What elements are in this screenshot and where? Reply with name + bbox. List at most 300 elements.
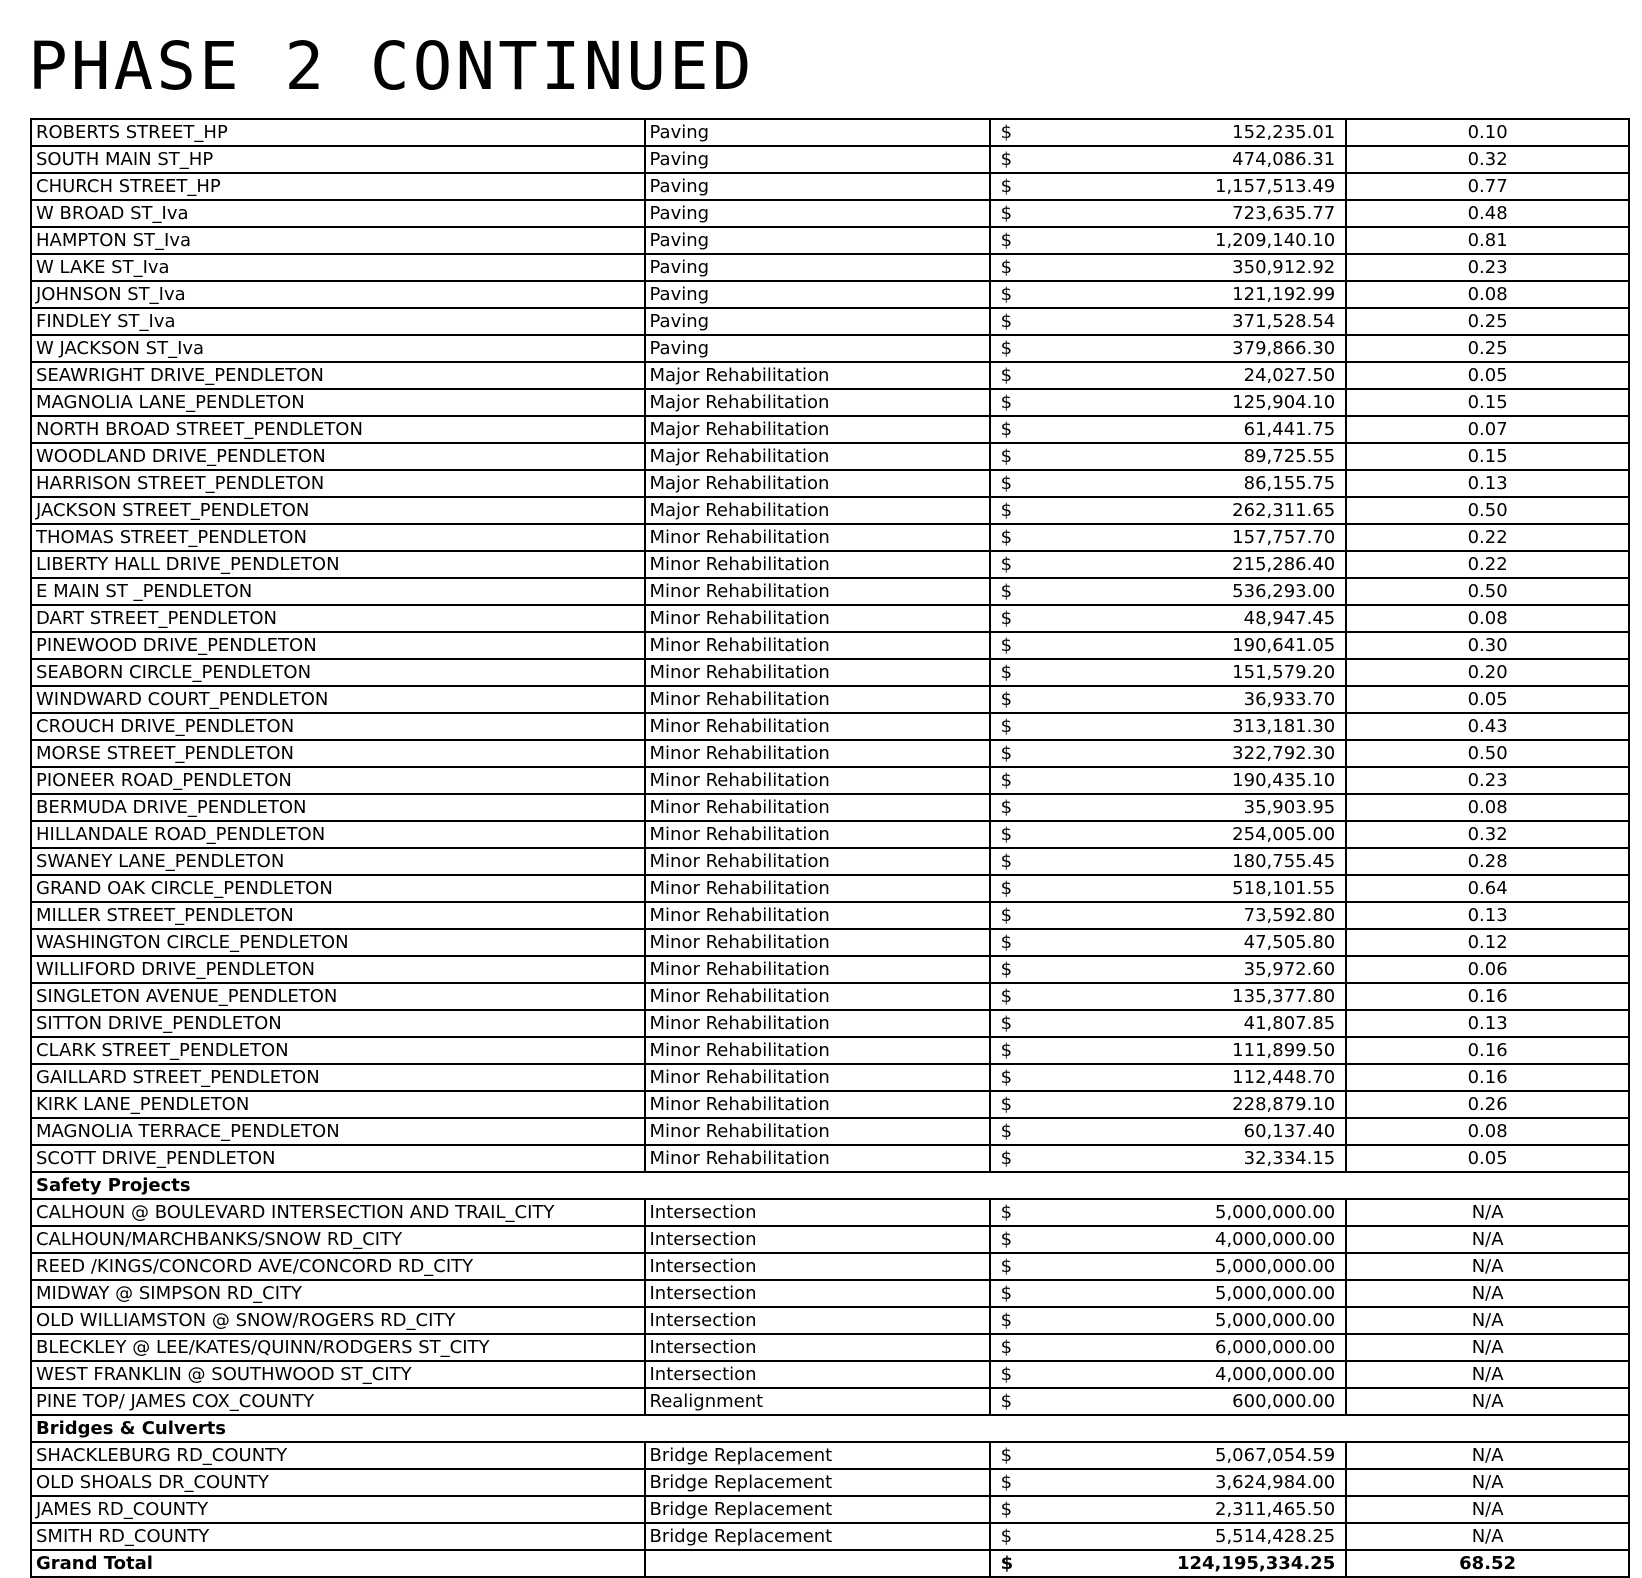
project-name-cell: FINDLEY ST_Iva bbox=[31, 308, 645, 335]
work-type-cell: Intersection bbox=[645, 1334, 990, 1361]
work-type-cell: Intersection bbox=[645, 1253, 990, 1280]
table-row bbox=[31, 848, 1629, 875]
work-type-cell: Minor Rehabilitation bbox=[645, 578, 990, 605]
table-row bbox=[31, 119, 1629, 146]
value-cell: 0.20 bbox=[1346, 659, 1629, 686]
work-type-cell: Minor Rehabilitation bbox=[645, 794, 990, 821]
value-cell: 0.07 bbox=[1346, 416, 1629, 443]
amount-cell: 5,067,054.59 bbox=[1017, 1442, 1346, 1469]
project-name-cell: JACKSON STREET_PENDLETON bbox=[31, 497, 645, 524]
currency-cell: $ bbox=[990, 254, 1018, 281]
table-row bbox=[31, 821, 1629, 848]
work-type-cell: Minor Rehabilitation bbox=[645, 551, 990, 578]
currency-cell: $ bbox=[990, 281, 1018, 308]
project-name-cell: MILLER STREET_PENDLETON bbox=[31, 902, 645, 929]
currency-cell: $ bbox=[990, 443, 1018, 470]
amount-cell: 723,635.77 bbox=[1017, 200, 1346, 227]
project-name-cell: NORTH BROAD STREET_PENDLETON bbox=[31, 416, 645, 443]
work-type-cell: Bridge Replacement bbox=[645, 1523, 990, 1550]
currency-cell: $ bbox=[990, 1280, 1018, 1307]
work-type-cell: Paving bbox=[645, 119, 990, 146]
work-type-cell: Paving bbox=[645, 335, 990, 362]
amount-cell: 60,137.40 bbox=[1017, 1118, 1346, 1145]
currency-cell: $ bbox=[990, 200, 1018, 227]
value-cell: 0.13 bbox=[1346, 902, 1629, 929]
table-row bbox=[31, 929, 1629, 956]
table-row bbox=[31, 1118, 1629, 1145]
table-row bbox=[31, 308, 1629, 335]
project-name-cell: SMITH RD_COUNTY bbox=[31, 1523, 645, 1550]
table-row bbox=[31, 902, 1629, 929]
project-table bbox=[30, 118, 1630, 1578]
work-type-cell: Minor Rehabilitation bbox=[645, 740, 990, 767]
value-cell: 0.43 bbox=[1346, 713, 1629, 740]
project-name-cell: WINDWARD COURT_PENDLETON bbox=[31, 686, 645, 713]
amount-cell: 6,000,000.00 bbox=[1017, 1334, 1346, 1361]
amount-cell: 151,579.20 bbox=[1017, 659, 1346, 686]
table-row bbox=[31, 146, 1629, 173]
value-cell: 0.16 bbox=[1346, 1064, 1629, 1091]
currency-cell: $ bbox=[990, 227, 1018, 254]
project-name-cell: CALHOUN @ BOULEVARD INTERSECTION AND TRAIL_CITY bbox=[31, 1199, 645, 1226]
project-name-cell: E MAIN ST _PENDLETON bbox=[31, 578, 645, 605]
value-cell: 0.23 bbox=[1346, 767, 1629, 794]
currency-cell: $ bbox=[990, 686, 1018, 713]
table-row bbox=[31, 767, 1629, 794]
work-type-cell: Minor Rehabilitation bbox=[645, 929, 990, 956]
table-row bbox=[31, 362, 1629, 389]
work-type-cell: Realignment bbox=[645, 1388, 990, 1415]
amount-cell: 61,441.75 bbox=[1017, 416, 1346, 443]
value-cell: 0.25 bbox=[1346, 308, 1629, 335]
grand-total-row bbox=[31, 1550, 1629, 1577]
project-name-cell: W JACKSON ST_Iva bbox=[31, 335, 645, 362]
table-row bbox=[31, 389, 1629, 416]
amount-cell: 180,755.45 bbox=[1017, 848, 1346, 875]
table-row bbox=[31, 551, 1629, 578]
currency-cell: $ bbox=[990, 1091, 1018, 1118]
value-cell: 0.06 bbox=[1346, 956, 1629, 983]
project-name-cell: SINGLETON AVENUE_PENDLETON bbox=[31, 983, 645, 1010]
value-cell: N/A bbox=[1346, 1388, 1629, 1415]
table-row bbox=[31, 1388, 1629, 1415]
table-row bbox=[31, 1496, 1629, 1523]
currency-cell: $ bbox=[990, 1469, 1018, 1496]
project-name-cell: KIRK LANE_PENDLETON bbox=[31, 1091, 645, 1118]
currency-cell: $ bbox=[990, 1145, 1018, 1172]
project-name-cell: SHACKLEBURG RD_COUNTY bbox=[31, 1442, 645, 1469]
amount-cell: 4,000,000.00 bbox=[1017, 1226, 1346, 1253]
work-type-cell: Bridge Replacement bbox=[645, 1469, 990, 1496]
currency-cell: $ bbox=[990, 1226, 1018, 1253]
project-name-cell: BLECKLEY @ LEE/KATES/QUINN/RODGERS ST_CITY bbox=[31, 1334, 645, 1361]
table-row bbox=[31, 632, 1629, 659]
work-type-cell: Minor Rehabilitation bbox=[645, 821, 990, 848]
amount-cell: 371,528.54 bbox=[1017, 308, 1346, 335]
table-row bbox=[31, 1469, 1629, 1496]
currency-cell: $ bbox=[990, 767, 1018, 794]
project-name-cell: CROUCH DRIVE_PENDLETON bbox=[31, 713, 645, 740]
table-row bbox=[31, 1064, 1629, 1091]
work-type-cell: Minor Rehabilitation bbox=[645, 524, 990, 551]
project-name-cell: CHURCH STREET_HP bbox=[31, 173, 645, 200]
work-type-cell: Major Rehabilitation bbox=[645, 497, 990, 524]
amount-cell: 215,286.40 bbox=[1017, 551, 1346, 578]
work-type-cell: Paving bbox=[645, 281, 990, 308]
table-row bbox=[31, 1091, 1629, 1118]
project-name-cell: W BROAD ST_Iva bbox=[31, 200, 645, 227]
currency-cell: $ bbox=[990, 1361, 1018, 1388]
amount-cell: 124,195,334.25 bbox=[1017, 1550, 1346, 1577]
currency-cell: $ bbox=[990, 1388, 1018, 1415]
value-cell: 0.08 bbox=[1346, 605, 1629, 632]
currency-cell: $ bbox=[990, 173, 1018, 200]
currency-cell: $ bbox=[990, 605, 1018, 632]
amount-cell: 41,807.85 bbox=[1017, 1010, 1346, 1037]
value-cell: N/A bbox=[1346, 1334, 1629, 1361]
amount-cell: 313,181.30 bbox=[1017, 713, 1346, 740]
project-name-cell: WEST FRANKLIN @ SOUTHWOOD ST_CITY bbox=[31, 1361, 645, 1388]
currency-cell: $ bbox=[990, 794, 1018, 821]
table-row bbox=[31, 713, 1629, 740]
currency-cell: $ bbox=[990, 416, 1018, 443]
amount-cell: 5,000,000.00 bbox=[1017, 1253, 1346, 1280]
amount-cell: 135,377.80 bbox=[1017, 983, 1346, 1010]
work-type-cell: Major Rehabilitation bbox=[645, 470, 990, 497]
value-cell: 0.15 bbox=[1346, 443, 1629, 470]
amount-cell: 47,505.80 bbox=[1017, 929, 1346, 956]
amount-cell: 228,879.10 bbox=[1017, 1091, 1346, 1118]
project-name-cell: HAMPTON ST_Iva bbox=[31, 227, 645, 254]
project-name-cell: MIDWAY @ SIMPSON RD_CITY bbox=[31, 1280, 645, 1307]
work-type-cell: Minor Rehabilitation bbox=[645, 902, 990, 929]
value-cell: 0.13 bbox=[1346, 1010, 1629, 1037]
work-type-cell: Minor Rehabilitation bbox=[645, 1037, 990, 1064]
project-name-cell: W LAKE ST_Iva bbox=[31, 254, 645, 281]
amount-cell: 1,157,513.49 bbox=[1017, 173, 1346, 200]
amount-cell: 5,000,000.00 bbox=[1017, 1280, 1346, 1307]
amount-cell: 518,101.55 bbox=[1017, 875, 1346, 902]
amount-cell: 1,209,140.10 bbox=[1017, 227, 1346, 254]
work-type-cell: Major Rehabilitation bbox=[645, 416, 990, 443]
work-type-cell bbox=[645, 1550, 990, 1577]
project-name-cell: REED /KINGS/CONCORD AVE/CONCORD RD_CITY bbox=[31, 1253, 645, 1280]
value-cell: 0.64 bbox=[1346, 875, 1629, 902]
amount-cell: 35,903.95 bbox=[1017, 794, 1346, 821]
currency-cell: $ bbox=[990, 1307, 1018, 1334]
currency-cell: $ bbox=[990, 389, 1018, 416]
currency-cell: $ bbox=[990, 821, 1018, 848]
currency-cell: $ bbox=[990, 713, 1018, 740]
table-row bbox=[31, 416, 1629, 443]
value-cell: 0.05 bbox=[1346, 686, 1629, 713]
work-type-cell: Minor Rehabilitation bbox=[645, 767, 990, 794]
amount-cell: 3,624,984.00 bbox=[1017, 1469, 1346, 1496]
project-name-cell: SEAWRIGHT DRIVE_PENDLETON bbox=[31, 362, 645, 389]
amount-cell: 5,000,000.00 bbox=[1017, 1199, 1346, 1226]
currency-cell: $ bbox=[990, 1010, 1018, 1037]
table-row bbox=[31, 1307, 1629, 1334]
value-cell: 0.28 bbox=[1346, 848, 1629, 875]
amount-cell: 89,725.55 bbox=[1017, 443, 1346, 470]
amount-cell: 125,904.10 bbox=[1017, 389, 1346, 416]
table-row bbox=[31, 497, 1629, 524]
project-name-cell: WILLIFORD DRIVE_PENDLETON bbox=[31, 956, 645, 983]
work-type-cell: Intersection bbox=[645, 1226, 990, 1253]
table-row bbox=[31, 1442, 1629, 1469]
currency-cell: $ bbox=[990, 1253, 1018, 1280]
value-cell: 68.52 bbox=[1346, 1550, 1629, 1577]
value-cell: N/A bbox=[1346, 1226, 1629, 1253]
work-type-cell: Minor Rehabilitation bbox=[645, 1064, 990, 1091]
amount-cell: 350,912.92 bbox=[1017, 254, 1346, 281]
table-row bbox=[31, 1523, 1629, 1550]
section-label: Safety Projects bbox=[31, 1172, 1629, 1199]
value-cell: 0.15 bbox=[1346, 389, 1629, 416]
work-type-cell: Paving bbox=[645, 146, 990, 173]
project-name-cell: SWANEY LANE_PENDLETON bbox=[31, 848, 645, 875]
amount-cell: 254,005.00 bbox=[1017, 821, 1346, 848]
value-cell: 0.13 bbox=[1346, 470, 1629, 497]
project-table-body bbox=[31, 119, 1629, 1577]
currency-cell: $ bbox=[990, 146, 1018, 173]
currency-cell: $ bbox=[990, 659, 1018, 686]
currency-cell: $ bbox=[990, 956, 1018, 983]
table-row bbox=[31, 605, 1629, 632]
table-row bbox=[31, 1037, 1629, 1064]
amount-cell: 474,086.31 bbox=[1017, 146, 1346, 173]
project-name-cell: OLD WILLIAMSTON @ SNOW/ROGERS RD_CITY bbox=[31, 1307, 645, 1334]
table-row bbox=[31, 983, 1629, 1010]
amount-cell: 111,899.50 bbox=[1017, 1037, 1346, 1064]
value-cell: N/A bbox=[1346, 1496, 1629, 1523]
table-row bbox=[31, 200, 1629, 227]
work-type-cell: Paving bbox=[645, 227, 990, 254]
work-type-cell: Paving bbox=[645, 173, 990, 200]
work-type-cell: Paving bbox=[645, 308, 990, 335]
amount-cell: 112,448.70 bbox=[1017, 1064, 1346, 1091]
currency-cell: $ bbox=[990, 335, 1018, 362]
page-title: PHASE 2 CONTINUED bbox=[28, 28, 755, 105]
project-name-cell: DART STREET_PENDLETON bbox=[31, 605, 645, 632]
project-name-cell: JOHNSON ST_Iva bbox=[31, 281, 645, 308]
amount-cell: 152,235.01 bbox=[1017, 119, 1346, 146]
value-cell: N/A bbox=[1346, 1199, 1629, 1226]
value-cell: 0.05 bbox=[1346, 1145, 1629, 1172]
value-cell: 0.50 bbox=[1346, 497, 1629, 524]
value-cell: 0.32 bbox=[1346, 146, 1629, 173]
table-row bbox=[31, 173, 1629, 200]
work-type-cell: Paving bbox=[645, 200, 990, 227]
work-type-cell: Paving bbox=[645, 254, 990, 281]
project-name-cell: LIBERTY HALL DRIVE_PENDLETON bbox=[31, 551, 645, 578]
amount-cell: 24,027.50 bbox=[1017, 362, 1346, 389]
value-cell: 0.30 bbox=[1346, 632, 1629, 659]
amount-cell: 157,757.70 bbox=[1017, 524, 1346, 551]
work-type-cell: Minor Rehabilitation bbox=[645, 632, 990, 659]
project-name-cell: SCOTT DRIVE_PENDLETON bbox=[31, 1145, 645, 1172]
project-name-cell: HILLANDALE ROAD_PENDLETON bbox=[31, 821, 645, 848]
currency-cell: $ bbox=[990, 578, 1018, 605]
currency-cell: $ bbox=[990, 1496, 1018, 1523]
work-type-cell: Intersection bbox=[645, 1199, 990, 1226]
table-row bbox=[31, 254, 1629, 281]
table-row bbox=[31, 335, 1629, 362]
table-row bbox=[31, 794, 1629, 821]
currency-cell: $ bbox=[990, 1199, 1018, 1226]
amount-cell: 48,947.45 bbox=[1017, 605, 1346, 632]
table-row bbox=[31, 1361, 1629, 1388]
amount-cell: 5,000,000.00 bbox=[1017, 1307, 1346, 1334]
currency-cell: $ bbox=[990, 1118, 1018, 1145]
value-cell: 0.50 bbox=[1346, 578, 1629, 605]
value-cell: 0.08 bbox=[1346, 1118, 1629, 1145]
work-type-cell: Intersection bbox=[645, 1280, 990, 1307]
amount-cell: 322,792.30 bbox=[1017, 740, 1346, 767]
amount-cell: 600,000.00 bbox=[1017, 1388, 1346, 1415]
work-type-cell: Minor Rehabilitation bbox=[645, 983, 990, 1010]
currency-cell: $ bbox=[990, 848, 1018, 875]
value-cell: N/A bbox=[1346, 1361, 1629, 1388]
currency-cell: $ bbox=[990, 632, 1018, 659]
value-cell: 0.16 bbox=[1346, 983, 1629, 1010]
project-name-cell: PINE TOP/ JAMES COX_COUNTY bbox=[31, 1388, 645, 1415]
value-cell: 0.12 bbox=[1346, 929, 1629, 956]
value-cell: N/A bbox=[1346, 1442, 1629, 1469]
currency-cell: $ bbox=[990, 1523, 1018, 1550]
value-cell: 0.23 bbox=[1346, 254, 1629, 281]
work-type-cell: Minor Rehabilitation bbox=[645, 605, 990, 632]
work-type-cell: Major Rehabilitation bbox=[645, 389, 990, 416]
project-name-cell: HARRISON STREET_PENDLETON bbox=[31, 470, 645, 497]
value-cell: 0.77 bbox=[1346, 173, 1629, 200]
table-row bbox=[31, 1226, 1629, 1253]
project-name-cell: CLARK STREET_PENDLETON bbox=[31, 1037, 645, 1064]
project-name-cell: SOUTH MAIN ST_HP bbox=[31, 146, 645, 173]
value-cell: 0.48 bbox=[1346, 200, 1629, 227]
currency-cell: $ bbox=[990, 119, 1018, 146]
amount-cell: 35,972.60 bbox=[1017, 956, 1346, 983]
amount-cell: 86,155.75 bbox=[1017, 470, 1346, 497]
project-name-cell: PINEWOOD DRIVE_PENDLETON bbox=[31, 632, 645, 659]
currency-cell: $ bbox=[990, 1442, 1018, 1469]
value-cell: 0.22 bbox=[1346, 551, 1629, 578]
project-name-cell: MAGNOLIA LANE_PENDLETON bbox=[31, 389, 645, 416]
project-name-cell: SITTON DRIVE_PENDLETON bbox=[31, 1010, 645, 1037]
value-cell: N/A bbox=[1346, 1523, 1629, 1550]
work-type-cell: Bridge Replacement bbox=[645, 1496, 990, 1523]
work-type-cell: Major Rehabilitation bbox=[645, 362, 990, 389]
amount-cell: 379,866.30 bbox=[1017, 335, 1346, 362]
currency-cell: $ bbox=[990, 497, 1018, 524]
work-type-cell: Minor Rehabilitation bbox=[645, 1010, 990, 1037]
currency-cell: $ bbox=[990, 929, 1018, 956]
project-name-cell: SEABORN CIRCLE_PENDLETON bbox=[31, 659, 645, 686]
project-name-cell: WOODLAND DRIVE_PENDLETON bbox=[31, 443, 645, 470]
table-row bbox=[31, 1253, 1629, 1280]
value-cell: 0.81 bbox=[1346, 227, 1629, 254]
value-cell: 0.32 bbox=[1346, 821, 1629, 848]
amount-cell: 32,334.15 bbox=[1017, 1145, 1346, 1172]
section-header-row bbox=[31, 1172, 1629, 1199]
value-cell: N/A bbox=[1346, 1253, 1629, 1280]
value-cell: 0.08 bbox=[1346, 794, 1629, 821]
table-row bbox=[31, 470, 1629, 497]
amount-cell: 4,000,000.00 bbox=[1017, 1361, 1346, 1388]
table-row bbox=[31, 740, 1629, 767]
work-type-cell: Minor Rehabilitation bbox=[645, 848, 990, 875]
amount-cell: 190,435.10 bbox=[1017, 767, 1346, 794]
project-name-cell: JAMES RD_COUNTY bbox=[31, 1496, 645, 1523]
work-type-cell: Minor Rehabilitation bbox=[645, 713, 990, 740]
table-row bbox=[31, 1145, 1629, 1172]
currency-cell: $ bbox=[990, 983, 1018, 1010]
amount-cell: 262,311.65 bbox=[1017, 497, 1346, 524]
work-type-cell: Minor Rehabilitation bbox=[645, 1091, 990, 1118]
value-cell: 0.25 bbox=[1346, 335, 1629, 362]
project-name-cell: OLD SHOALS DR_COUNTY bbox=[31, 1469, 645, 1496]
work-type-cell: Minor Rehabilitation bbox=[645, 875, 990, 902]
amount-cell: 536,293.00 bbox=[1017, 578, 1346, 605]
table-row bbox=[31, 1334, 1629, 1361]
project-name-cell: CALHOUN/MARCHBANKS/SNOW RD_CITY bbox=[31, 1226, 645, 1253]
table-row bbox=[31, 578, 1629, 605]
value-cell: N/A bbox=[1346, 1469, 1629, 1496]
currency-cell: $ bbox=[990, 740, 1018, 767]
work-type-cell: Major Rehabilitation bbox=[645, 443, 990, 470]
section-header-row bbox=[31, 1415, 1629, 1442]
value-cell: 0.05 bbox=[1346, 362, 1629, 389]
value-cell: N/A bbox=[1346, 1307, 1629, 1334]
currency-cell: $ bbox=[990, 875, 1018, 902]
value-cell: 0.26 bbox=[1346, 1091, 1629, 1118]
table-row bbox=[31, 443, 1629, 470]
work-type-cell: Minor Rehabilitation bbox=[645, 659, 990, 686]
table-row bbox=[31, 956, 1629, 983]
amount-cell: 190,641.05 bbox=[1017, 632, 1346, 659]
currency-cell: $ bbox=[990, 470, 1018, 497]
work-type-cell: Minor Rehabilitation bbox=[645, 1118, 990, 1145]
work-type-cell: Bridge Replacement bbox=[645, 1442, 990, 1469]
amount-cell: 73,592.80 bbox=[1017, 902, 1346, 929]
value-cell: N/A bbox=[1346, 1280, 1629, 1307]
value-cell: 0.16 bbox=[1346, 1037, 1629, 1064]
project-name-cell: Grand Total bbox=[31, 1550, 645, 1577]
currency-cell: $ bbox=[990, 902, 1018, 929]
work-type-cell: Minor Rehabilitation bbox=[645, 686, 990, 713]
table-row bbox=[31, 1010, 1629, 1037]
currency-cell: $ bbox=[990, 551, 1018, 578]
project-name-cell: GAILLARD STREET_PENDLETON bbox=[31, 1064, 645, 1091]
amount-cell: 121,192.99 bbox=[1017, 281, 1346, 308]
project-name-cell: MORSE STREET_PENDLETON bbox=[31, 740, 645, 767]
table-row bbox=[31, 1199, 1629, 1226]
project-name-cell: WASHINGTON CIRCLE_PENDLETON bbox=[31, 929, 645, 956]
currency-cell: $ bbox=[990, 1334, 1018, 1361]
table-row bbox=[31, 875, 1629, 902]
table-row bbox=[31, 1280, 1629, 1307]
currency-cell: $ bbox=[990, 1064, 1018, 1091]
project-name-cell: GRAND OAK CIRCLE_PENDLETON bbox=[31, 875, 645, 902]
table-row bbox=[31, 524, 1629, 551]
currency-cell: $ bbox=[990, 1550, 1018, 1577]
project-name-cell: BERMUDA DRIVE_PENDLETON bbox=[31, 794, 645, 821]
table-row bbox=[31, 686, 1629, 713]
section-label: Bridges & Culverts bbox=[31, 1415, 1629, 1442]
amount-cell: 2,311,465.50 bbox=[1017, 1496, 1346, 1523]
work-type-cell: Intersection bbox=[645, 1307, 990, 1334]
project-name-cell: MAGNOLIA TERRACE_PENDLETON bbox=[31, 1118, 645, 1145]
